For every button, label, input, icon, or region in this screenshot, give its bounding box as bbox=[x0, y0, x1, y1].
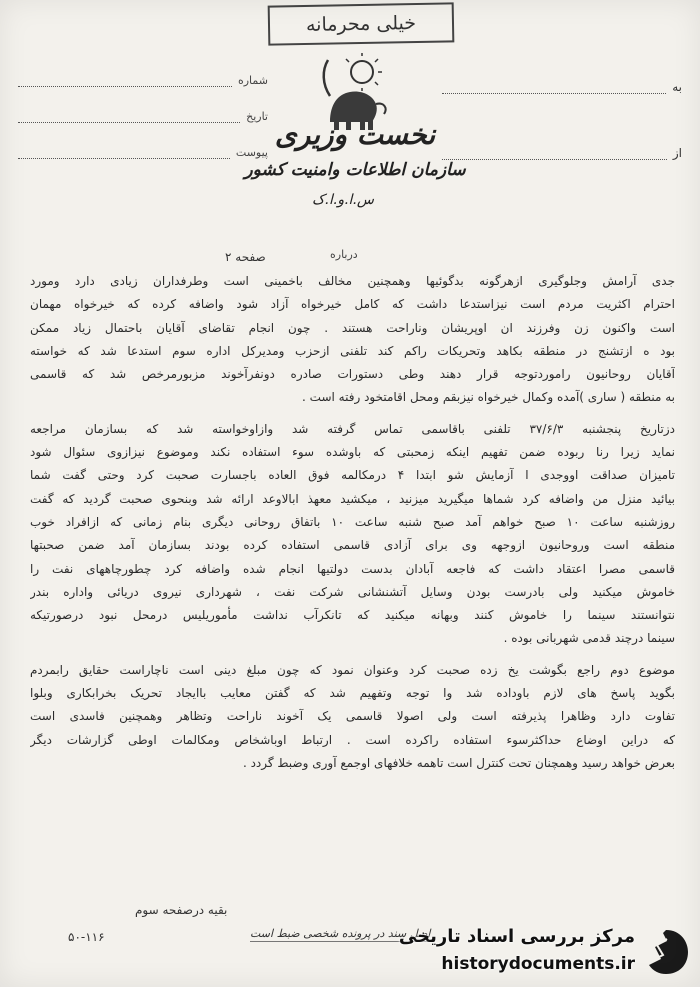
number-label: شماره bbox=[237, 74, 268, 87]
date-field bbox=[18, 110, 268, 123]
body-line: منطقه است وروحانیون ازوجهه وی برای آزادی قاسمی استفاده کرده بودند بسازمان آمد ضمن صحبتها bbox=[30, 538, 675, 553]
from-label: از bbox=[672, 146, 682, 160]
body-line: احترام اکثریت مردم است نیزاستدعا داشت که کامل خیرخواه آزاد شود واضافه کرده که خیرخواه مهمان bbox=[30, 297, 675, 312]
body-line: موضوع دوم راجع بگوشت یخ زده صحبت کرد وعنوان نمود که چون مبلغ دینی است ناچاراست حقایق رابمردم bbox=[30, 662, 675, 677]
body-line: جدی آرامش وجلوگیری ازهرگونه بدگوئیها وهمچنین مخالف باخمینی است وطرفداران زیادی دارد ومورد bbox=[30, 274, 675, 288]
ministry-title: نخست وزیری bbox=[274, 118, 436, 151]
archive-watermark bbox=[398, 924, 695, 982]
page-number: صفحه ۲ bbox=[225, 250, 266, 264]
body-line: آقایان روحانیون راموردتوجه قرار دهند وطی دستورات صادره دونفرآخوند مزبورمرخص شد که قاسمی bbox=[30, 367, 675, 382]
to-field bbox=[442, 80, 682, 94]
body-line: دزتاریخ پنجشنبه ۳۷/۶/۳ تلفنی باقاسمی تماس گرفته شد وازاوخواسته شد که بسازمان مراجعه bbox=[30, 421, 675, 436]
body-line: بعرض خواهد رسید وهمچنان تحت کنترل است تاهمه خلافهای اوجمع آوری وضبط گردد . bbox=[242, 755, 675, 770]
organization-name: سازمان اطلاعات وامنیت کشور bbox=[244, 160, 466, 180]
archive-footnote: اصل سند در پرونده شخصی ضبط است bbox=[250, 927, 431, 940]
body-line: به منطقه ( ساری )آمده وکمال خیرخواه نیزبقم ومحل اقامتخود رفته است . bbox=[302, 390, 675, 405]
from-dotted-line bbox=[442, 149, 667, 160]
number-field bbox=[18, 74, 268, 87]
attachment-dotted-line bbox=[18, 148, 230, 159]
watermark-url: historydocuments.ir bbox=[441, 954, 635, 974]
attachment-field bbox=[18, 146, 268, 159]
classification-stamp bbox=[268, 2, 455, 45]
body-line: تفاوت دارد وظاهرا پذیرفته است ولی اصولا قاسمی یک آخوند ناراحت وتظاهر وهمچنین فاسدی است bbox=[30, 709, 675, 724]
document-number: ۵۰-۱۱۶ bbox=[68, 930, 105, 944]
body-line: تامیزان صداقت اووجدی ا آزمایش شو ابتدا ۴ درمکالمه فوق العاده باجسارت صحبت کرد وحتی گفت شما bbox=[30, 468, 675, 483]
body-line: سینما درچند قدمی شهربانی بوده . bbox=[503, 631, 675, 646]
regarding-label: درباره bbox=[330, 248, 358, 261]
body-line: که دراین اوضاع حداکثرسوء استفاده راکرده است . ارتباط اوباشخاص ومکالمات اوطی گزارشات دیگر bbox=[30, 732, 675, 747]
body-line: نتوانستند سینما را خاموش کنند وبهانه میکنید که تانکرآب نداشت مأموریلیس درمحل نبود درصورتیکه bbox=[30, 608, 675, 623]
paragraph-gap bbox=[30, 410, 675, 418]
watermark-title: مرکز بررسی اسناد تاریخی bbox=[398, 926, 635, 947]
date-dotted-line bbox=[18, 112, 240, 123]
letter-body bbox=[30, 270, 675, 775]
body-line: بگوید پاسخ های لازم باوداده شد وا توجه وتفهیم شد که گفتن معایب باایجاد تحریک بخرابکاری وبلوا bbox=[30, 686, 675, 701]
to-label: به bbox=[672, 80, 682, 94]
date-label: تاریخ bbox=[246, 110, 268, 123]
archive-logo-icon bbox=[641, 927, 691, 977]
body-line: نماید زیرا رنا ربوده ضمن تفهیم اینکه زمحبتی که باوشده سوء استفاده نکند وموضوع نیزازوی سئوال شود bbox=[30, 445, 675, 460]
continued-note: بقیه درصفحه سوم bbox=[135, 903, 228, 917]
number-dotted-line bbox=[18, 76, 232, 87]
body-line: بود ه ازتشنج در منطقه بکاهد وتحریکات راکم کند تلفنی ازحزب ومدیرکل اداره سوم استدعا شد که خواسته bbox=[30, 343, 675, 358]
body-line: است واکنون زن وفرزند ان اوپریشان وناراحت هستند . چون انجام تقاضای آقایان باحتمال زیاد ممکن bbox=[30, 320, 675, 335]
stamp-text: خیلی محرمانه bbox=[305, 12, 417, 36]
paragraph-gap bbox=[30, 651, 675, 659]
attachment-label: پیوست bbox=[235, 146, 268, 159]
body-line: قاسمی مصرا اعتقاد داشت که فاجعه آبادان بدست دولتیها انجام شده واضافه کرد چطورچاههای نفت را bbox=[30, 561, 675, 576]
body-line: خاموش میکنید ولی بادرست بودن وسایل آتشنشانی شرکت نفت ، شهرداری نیروی دریائی واداره بندر bbox=[30, 584, 675, 599]
body-line: بیائید منزل من واضافه کرد شماها میگیرید میزنید ، میکشید معهذ ابالاوعد ارائه شد وبنحوی صحبت گردید که گفت bbox=[30, 491, 675, 506]
to-dotted-line bbox=[442, 83, 666, 94]
body-line: روزشنبه ساعت ۱۰ صبح خواهم آمد صبح شنبه ساعت ۱۰ باتفاق روحانی دیگری بنام زمانی که ازافراد خوب bbox=[30, 514, 675, 529]
organization-abbreviation: س.ا.و.ا.ک bbox=[312, 192, 374, 208]
from-field bbox=[442, 146, 682, 160]
